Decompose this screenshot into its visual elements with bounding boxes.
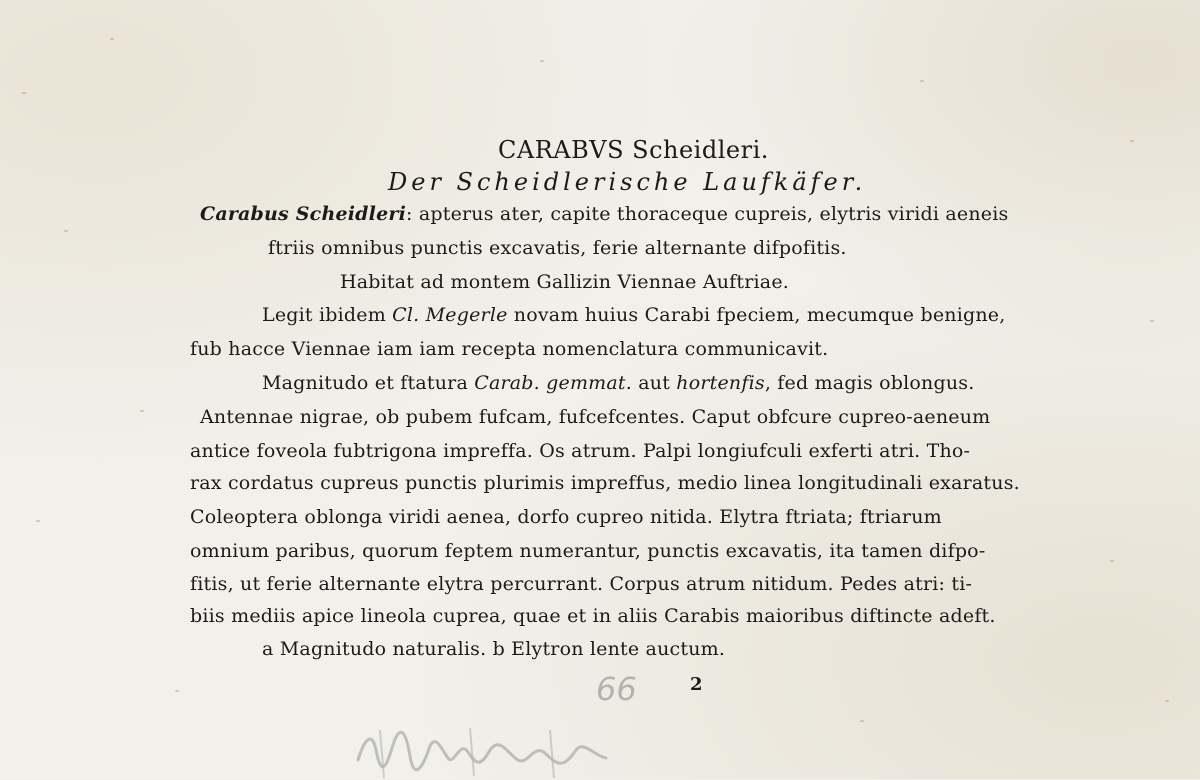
figure-legend: a Magnitudo naturalis. b Elytron lente auctum. bbox=[262, 638, 726, 660]
para2-line-2: Antennae nigrae, ob pubem fufcam, fufcefcentes. Caput obfcure cupreo-aeneum bbox=[200, 406, 991, 428]
pencil-annotation: 66 bbox=[596, 670, 637, 708]
para2-text: Magnitudo et ftatura bbox=[262, 372, 475, 394]
species-ref: hortenfis bbox=[676, 372, 765, 394]
para1-text: Legit ibidem bbox=[262, 304, 393, 326]
para2-line-1 bbox=[262, 371, 975, 395]
paper-fleck bbox=[110, 38, 114, 40]
para1-text: novam huius Carabi fpeciem, mecumque benigne, bbox=[507, 304, 1006, 326]
paper-fleck bbox=[1110, 560, 1114, 562]
paper-fleck bbox=[1130, 140, 1134, 142]
page-number: 2 bbox=[690, 674, 703, 695]
para2-line-5: Coleoptera oblonga viridi aenea, dorfo cupreo nitida. Elytra ftriata; ftriarum bbox=[190, 506, 942, 528]
paper-fleck bbox=[540, 60, 544, 62]
para2-line-7: fitis, ut ferie alternante elytra percurrant. Corpus atrum nitidum. Pedes atri: ti- bbox=[190, 573, 973, 595]
paper-fleck bbox=[1150, 320, 1154, 322]
para1-line-1 bbox=[262, 303, 1005, 327]
description-line-2: ftriis omnibus punctis excavatis, ferie alternante difpofitis. bbox=[268, 237, 847, 259]
habitat-line: Habitat ad montem Gallizin Viennae Auftriae. bbox=[340, 271, 790, 293]
para2-text: aut bbox=[631, 372, 677, 394]
paper-fleck bbox=[22, 92, 26, 94]
para1-line-2: fub hacce Viennae iam iam recepta nomenclatura communicavit. bbox=[190, 338, 829, 360]
description-line-1 bbox=[200, 202, 1008, 226]
paper-fleck bbox=[64, 230, 68, 232]
para2-line-8: biis mediis apice lineola cuprea, quae et in aliis Carabis maioribus diftincte adeft. bbox=[190, 605, 996, 627]
para2-line-4: rax cordatus cupreus punctis plurimis impreffus, medio linea longitudinali exaratus. bbox=[190, 472, 1020, 494]
para2-text: , fed magis oblongus. bbox=[764, 372, 975, 394]
paper-fleck bbox=[36, 520, 40, 522]
document-subtitle: Der Scheidlerische Laufkäfer. bbox=[388, 168, 867, 196]
collector-name: Cl. Megerle bbox=[392, 304, 508, 326]
paper-fleck bbox=[860, 720, 864, 722]
description-text: : apterus ater, capite thoraceque cupreis, elytris viridi aeneis bbox=[406, 203, 1009, 225]
species-name: Carabus Scheidleri bbox=[200, 203, 406, 225]
handwritten-signature bbox=[350, 720, 630, 780]
document-title: CARABVS Scheidleri. bbox=[498, 136, 769, 164]
para2-line-6: omnium paribus, quorum feptem numerantur, punctis excavatis, ita tamen difpo- bbox=[190, 540, 986, 562]
paper-fleck bbox=[175, 690, 179, 692]
species-ref: Carab. gemmat. bbox=[474, 372, 632, 394]
para2-line-3: antice foveola fubtrigona impreffa. Os atrum. Palpi longiufculi exferti atri. Tho- bbox=[190, 440, 971, 462]
paper-fleck bbox=[920, 80, 924, 82]
paper-fleck bbox=[1165, 700, 1169, 702]
paper-fleck bbox=[140, 410, 144, 412]
